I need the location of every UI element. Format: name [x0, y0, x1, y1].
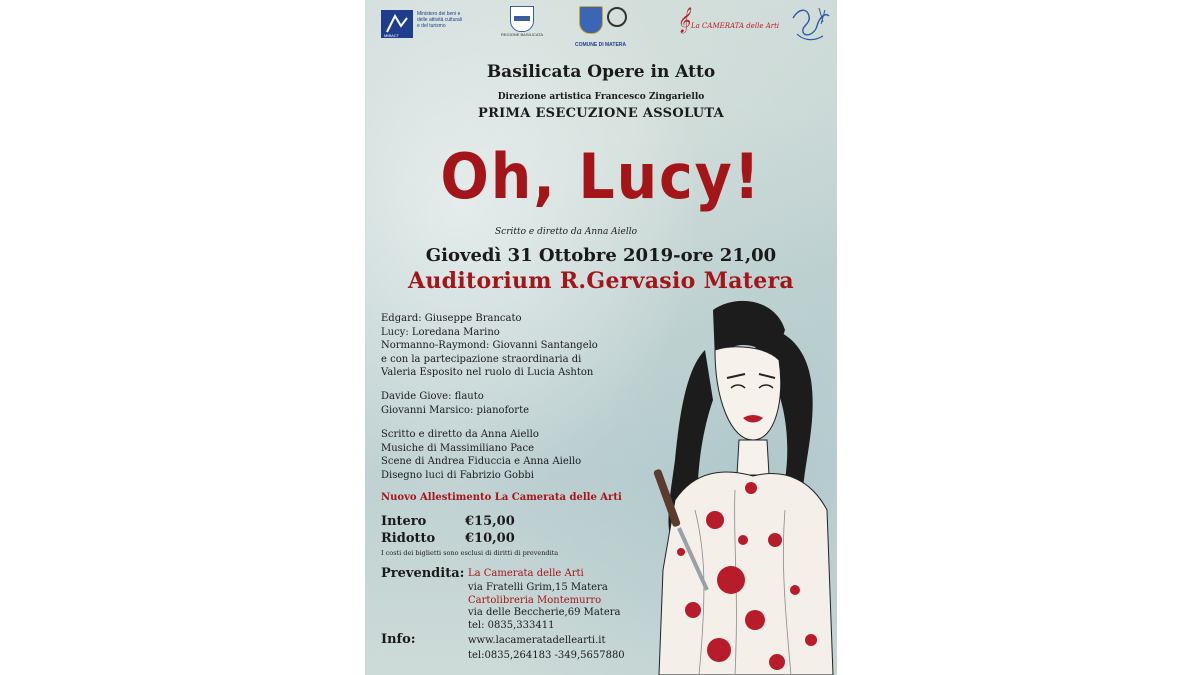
info-website[interactable]: www.lacameratadellearti.it: [468, 635, 606, 646]
regione-label: REGIONE BASILICATA: [500, 32, 544, 37]
show-subtitle: Scritto e diretto da Anna Aiello: [495, 227, 638, 237]
crew-line: Musiche di Massimiliano Pace: [381, 442, 535, 454]
ticket-reduced-label: Ridotto: [381, 531, 436, 546]
cast-line: e con la partecipazione straordinaria di: [381, 353, 582, 365]
camerata-logo-icon: 𝄞: [677, 8, 691, 33]
cast-line: Edgard: Giuseppe Brancato: [381, 313, 522, 324]
comune-label: COMUNE DI MATERA: [575, 42, 627, 48]
event-poster: [365, 0, 837, 675]
mibact-logo-icon: [381, 10, 413, 38]
regione-logo: [500, 6, 544, 46]
signature-logo-icon: [789, 4, 833, 44]
camerata-logo: [675, 8, 783, 36]
musician-line: Davide Giove: flauto: [381, 391, 484, 402]
premiere-label: PRIMA ESECUZIONE ASSOLUTA: [478, 106, 724, 121]
artistic-direction: Direzione artistica Francesco Zingariello: [497, 92, 705, 102]
comune-logo: [575, 6, 647, 50]
ticket-full-label: Intero: [381, 514, 427, 529]
presale-venue2-name: Cartolibreria Montemurro: [468, 595, 602, 606]
crew-line: Scritto e diretto da Anna Aiello: [381, 429, 539, 440]
musician-line: Giovanni Marsico: pianoforte: [381, 404, 530, 416]
cast-line: Lucy: Loredana Marino: [381, 326, 500, 338]
cast-line: Valeria Esposito nel ruolo di Lucia Ashton: [381, 367, 594, 378]
crew-list: [381, 428, 581, 482]
cast-line: Normanno-Raymond: Giovanni Santangelo: [381, 340, 598, 351]
comune-matera-crest-icon: [579, 6, 603, 34]
production-note: Nuovo Allestimento La Camerata delle Arti: [381, 492, 622, 503]
info-phones: tel:0835,264183 -349,5657880: [468, 650, 625, 661]
presale-label: Prevendita:: [381, 566, 465, 581]
organization-title: Basilicata Opere in Atto: [486, 62, 716, 82]
presale-venue1-name: La Camerata delle Arti: [468, 568, 584, 579]
mibact-logo: [381, 10, 467, 44]
mibact-abbr: MIBACT: [384, 33, 400, 38]
ticket-full-price: €15,00: [465, 514, 515, 529]
presale-venue1-address: via Fratelli Grim,15 Matera: [468, 582, 608, 593]
presale-phone: tel: 0835,333411: [468, 620, 555, 631]
camerata-label: La CAMERATA delle Arti: [691, 22, 780, 30]
regione-basilicata-crest-icon: [510, 6, 534, 32]
crew-line: Scene di Andrea Fiduccia e Anna Aiello: [381, 456, 582, 467]
show-title: Oh, Lucy!: [440, 140, 762, 213]
cast-list: [381, 312, 598, 380]
presale-venue2-address: via delle Beccherie,69 Matera: [468, 607, 621, 618]
musicians-list: [381, 390, 529, 417]
show-venue: Auditorium R.Gervasio Matera: [408, 268, 794, 294]
mibact-label: Ministero dei beni e delle attività culturali e del turismo: [417, 11, 463, 29]
unesco-logo-icon: [607, 7, 627, 27]
crew-line: Disegno luci di Fabrizio Gobbi: [381, 469, 534, 481]
ticket-note: I costi dei biglietti sono esclusi di diritti di prevendita: [381, 549, 559, 557]
show-date-time: Giovedì 31 Ottobre 2019-ore 21,00: [425, 245, 777, 266]
ticket-reduced-price: €10,00: [465, 531, 515, 546]
info-label: Info:: [381, 632, 416, 647]
woman-with-knife-illustration: [635, 290, 835, 675]
